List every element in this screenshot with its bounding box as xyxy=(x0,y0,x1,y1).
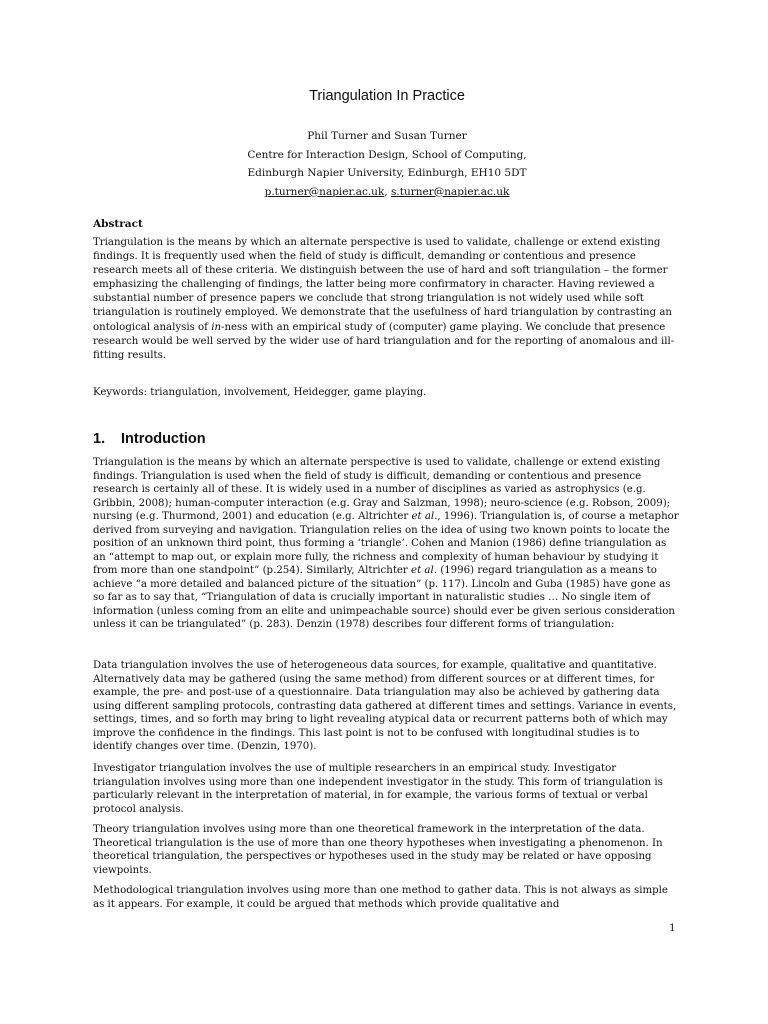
investigator-triangulation-paragraph: Investigator triangulation involves the use of multiple researchers in an empirical study. Investigator triangulation involves using more than one independent investigator in the study. This form of triangulation is particularly relevant in the interpretation of material, in for example, the various forms of textual or verbal protocol analysis. xyxy=(93,763,663,815)
abstract-italic-in: in xyxy=(211,321,222,333)
intro-p1-italic-2: et al xyxy=(411,565,434,576)
section-number: 1. xyxy=(93,431,106,447)
email-link-2[interactable]: s.turner@napier.ac.uk xyxy=(391,185,510,198)
abstract-text xyxy=(93,236,681,363)
author-block xyxy=(93,127,681,201)
author-emails xyxy=(93,183,681,202)
intro-p1-part-c: . (1996) regard triangulation as a means to achieve “a more detailed and balanced picture of the situation” (p. 117). Lincoln and Guba (1985) have gone as so far as to say that, “Triangulation of data is crucially important in naturalistic studies … No single item of information (unless coming from an elite and unimpeachable source) should ever be given serious consideration unless it can be triangulated” (p. 283). Denzin (1978) describes four different forms of triangulation: xyxy=(93,565,675,630)
data-triangulation-paragraph: Data triangulation involves the use of heterogeneous data sources, for example, qualitative and quantitative. Alternatively data may be gathered (using the same method) from different sources or at different times, for example, the pre- and post-use of a questionnaire. Data triangulation may also be achieved by gathering data using different sampling protocols, contrasting data gathered at different times and settings. Variance in events, settings, times, and so forth may bring to light revealing atypical data or recurrent patterns both of which may improve the confidence in the findings. This last point is not to be confused with longitudinal studies is to identify changes over time. (Denzin, 1970). xyxy=(93,660,677,752)
theory-triangulation-paragraph: Theory triangulation involves using more than one theoretical framework in the interpretation of the data. Theoretical triangulation is the use of more than one theory hypotheses when investigating a phenomenon. In theoretical triangulation, the perspectives or hypotheses used in the study may be related or have opposing viewpoints. xyxy=(93,824,663,876)
keywords-line: Keywords: triangulation, involvement, Heidegger, game playing. xyxy=(93,387,427,398)
abstract-text-part-2: -ness with an empirical study of (computer) game playing. We conclude that presence research would be well served by the wider use of hard triangulation and for the reporting of anomalous and ill-fitting results. xyxy=(93,321,675,361)
author-affiliation-2: Edinburgh Napier University, Edinburgh, EH10 5DT xyxy=(247,167,527,179)
author-names: Phil Turner and Susan Turner xyxy=(307,130,467,142)
intro-paragraph-1 xyxy=(93,456,681,632)
methodological-triangulation-paragraph: Methodological triangulation involves using more than one method to gather data. This is not always as simple as it appears. For example, it could be argued that methods which provide qualitative and xyxy=(93,885,668,910)
paper-title: Triangulation In Practice xyxy=(309,88,465,104)
page-number: 1 xyxy=(669,922,676,934)
intro-p1-part-a: Triangulation is the means by which an alternate perspective is used to validate, challenge or extend existing findings. Triangulation is used when the field of study is difficult, demanding or contentious and presence research is certainly all of these. It is widely used in a number of disciplines as varied as astrophysics (e.g. Gribbin, 2008); human-computer interaction (e.g. Gray and Salzman, 1998); neuro-science (e.g. Robson, 2009); nursing (e.g. Thurmond, 2001) and education (e.g. Altrichter xyxy=(93,457,671,522)
intro-p1-part-b: ., 1996). Triangulation is, of course a metaphor derived from surveying and navigation. Triangulation relies on the idea of using two known points to locate the position of an unknown third point, thus forming a ‘triangle’. Cohen and Manion (1986) define triangulation as an “attempt to map out, or explain more fully, the richness and complexity of human behaviour by studying it from more than one standpoint” (p.254). Similarly, Altrichter xyxy=(93,511,679,576)
abstract-heading: Abstract xyxy=(93,218,143,230)
email-separator: , xyxy=(384,185,391,198)
email-link-1[interactable]: p.turner@napier.ac.uk xyxy=(264,185,385,198)
abstract-text-part-1: Triangulation is the means by which an alternate perspective is used to validate, challenge or extend existing findings. It is frequently used when the field of study is difficult, demanding or contentious and presence research meets all of these criteria. We distinguish between the use of hard and soft triangulation – the former emphasizing the challenging of findings, the latter being more confirmatory in character. Having reviewed a substantial number of presence papers we conclude that strong triangulation is not widely used while soft triangulation is routinely employed. We demonstrate that the usefulness of hard triangulation by contrasting an ontological analysis of xyxy=(93,237,672,333)
section-heading-introduction xyxy=(93,431,206,447)
intro-p1-italic-1: et al xyxy=(411,511,435,522)
section-title: Introduction xyxy=(121,431,206,447)
author-affiliation-1: Centre for Interaction Design, School of Computing, xyxy=(247,148,527,161)
